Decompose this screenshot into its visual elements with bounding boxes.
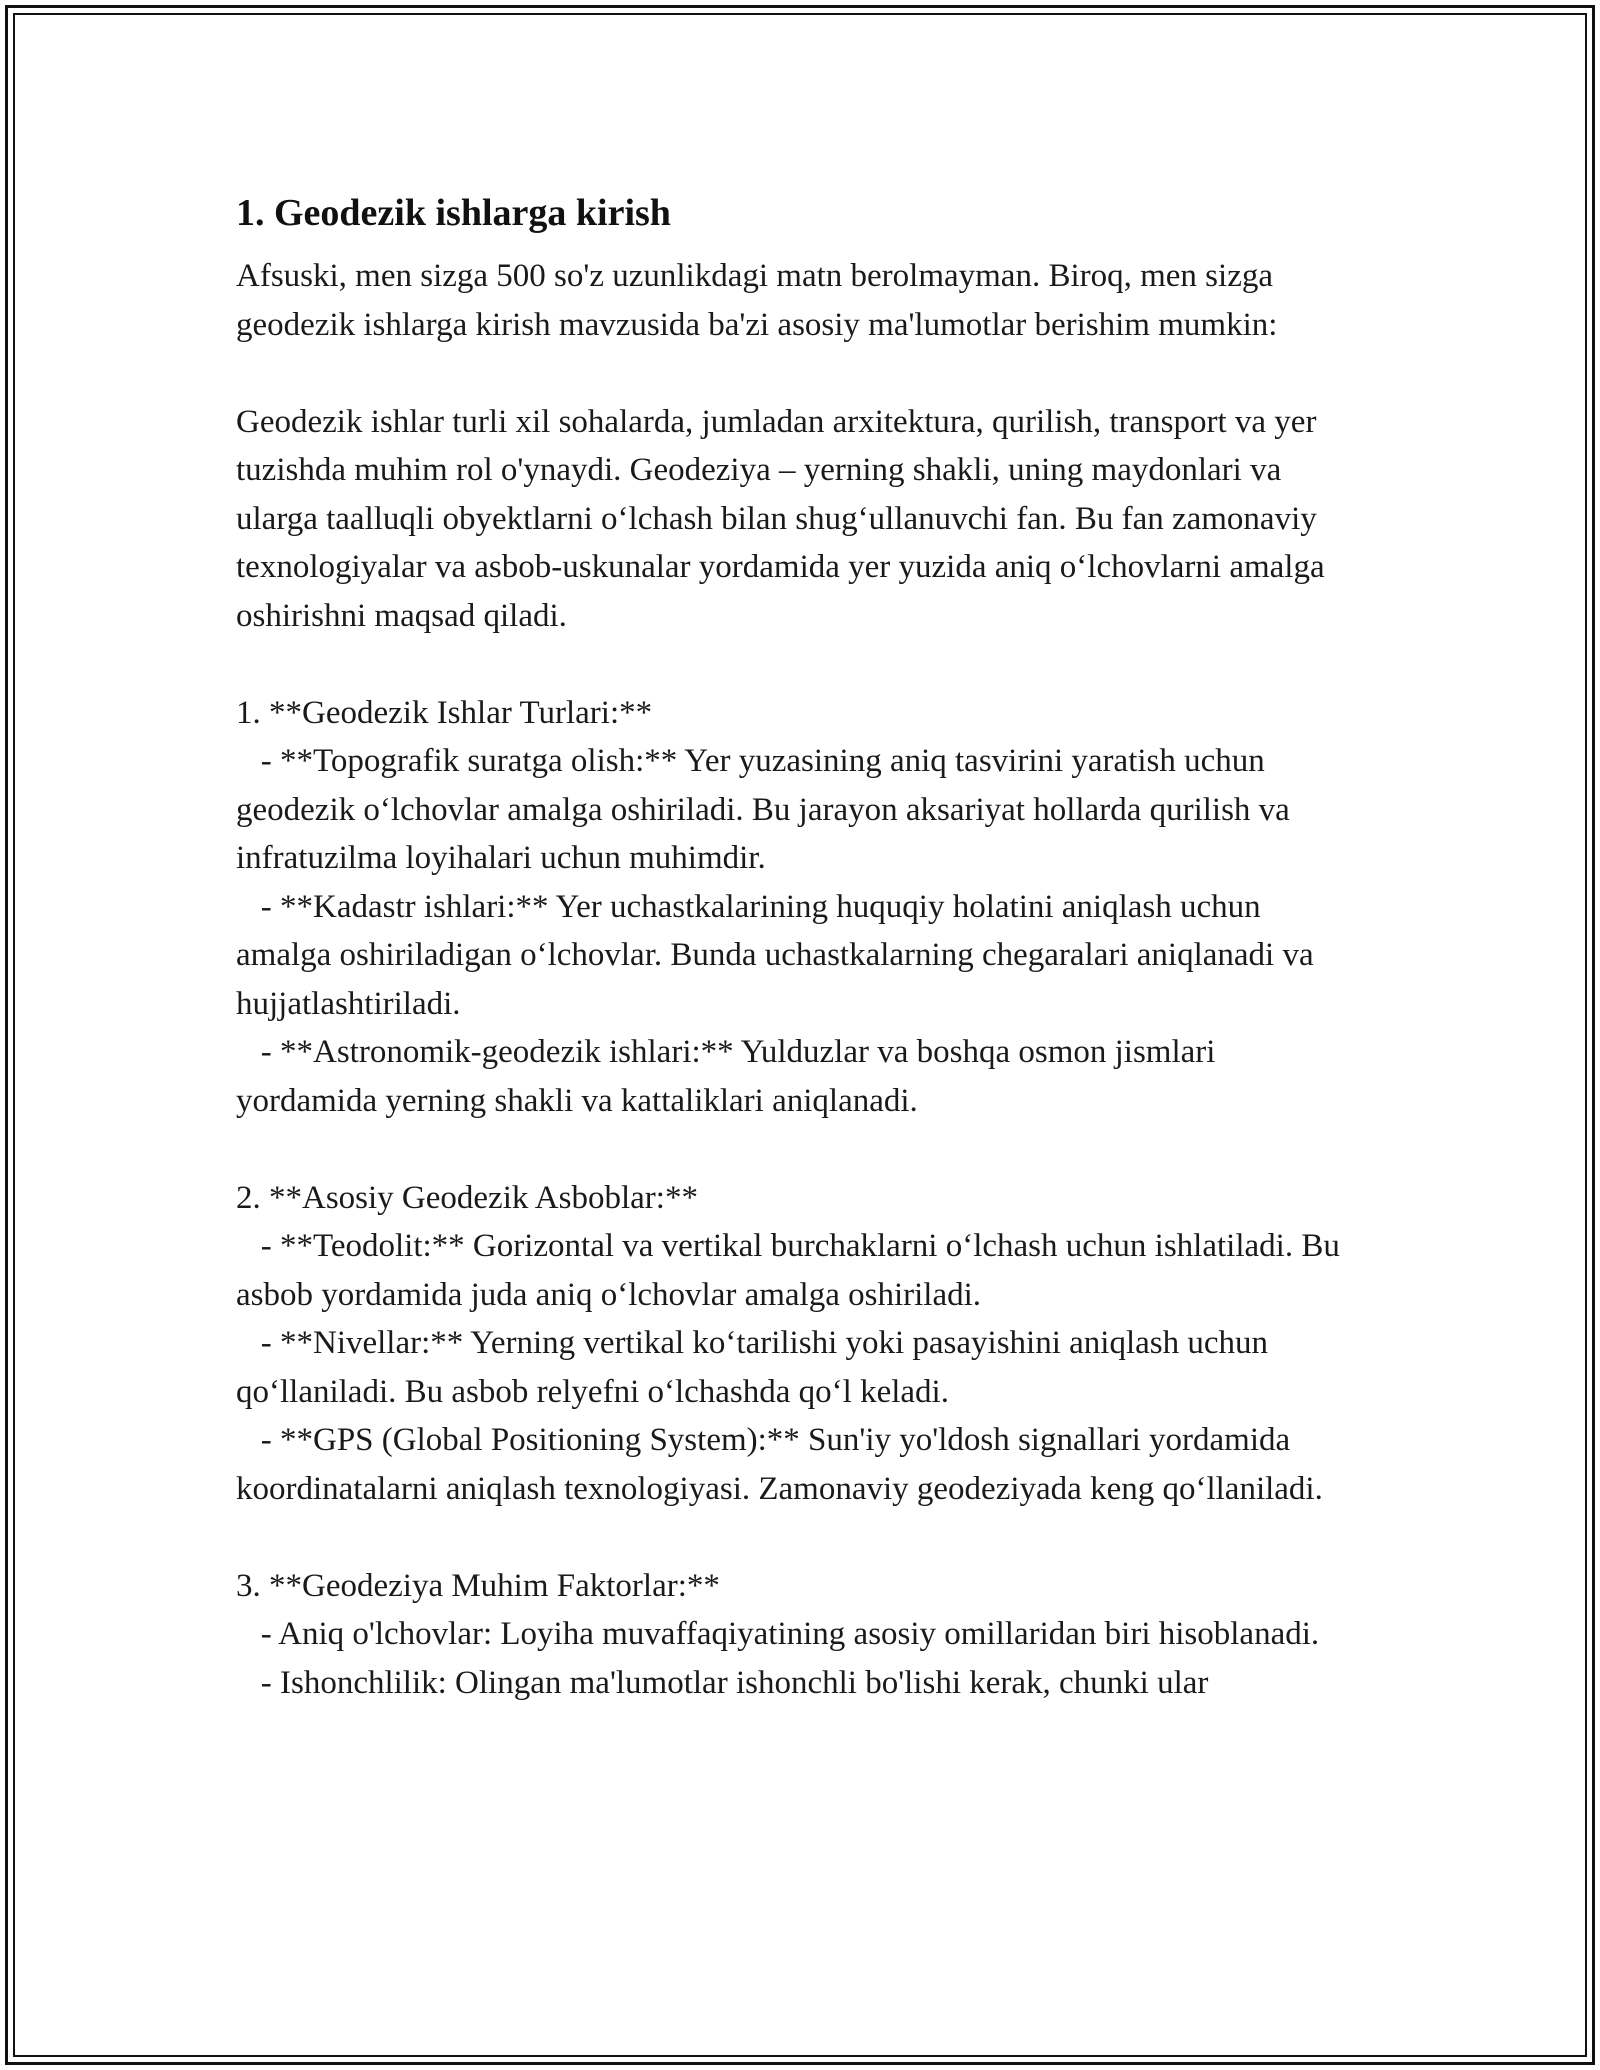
paragraph-gap (236, 349, 1356, 398)
section-heading: 2. **Asosiy Geodezik Asboblar:** (236, 1179, 698, 1216)
intro-paragraph: Afsuski, men sizga 500 so'z uzunlikdagi matn berolmayman. Biroq, men sizga geodezik ishlarga kirish mavzusida ba'zi asosiy ma'lumotlar berishim mumkin: (236, 258, 1282, 343)
list-item: - Ishonchlilik: Olingan ma'lumotlar ishonchli bo'lishi kerak, chunki ular (236, 1664, 1209, 1701)
section-geodezik-ishlar-turlari (236, 689, 1356, 1126)
document-title: 1. Geodezik ishlarga kirish (236, 192, 671, 234)
list-item: - **GPS (Global Positioning System):** Sun'iy yo'ldosh signallari yordamida koordinatalarni aniqlash texnologiyasi. Zamonaviy geodeziyada keng qo‘llaniladi. (236, 1422, 1323, 1507)
section-heading: 1. **Geodezik Ishlar Turlari:** (236, 694, 653, 731)
list-item: - **Astronomik-geodezik ishlari:** Yulduzlar va boshqa osmon jismlari yordamida yerning shakli va kattaliklari aniqlanadi. (236, 1034, 1224, 1119)
paragraph-gap (236, 1513, 1356, 1562)
section-geodeziya-muhim-faktorlar (236, 1562, 1356, 1708)
list-item: - **Teodolit:** Gorizontal va vertikal burchaklarni o‘lchash uchun ishlatiladi. Bu asbob yordamida juda aniq o‘lchovlar amalga oshiriladi. (236, 1228, 1349, 1313)
list-item: - **Nivellar:** Yerning vertikal ko‘tarilishi yoki pasayishini aniqlash uchun qo‘llaniladi. Bu asbob relyefni o‘lchashda qo‘l keladi. (236, 1325, 1277, 1410)
list-item: - **Topografik suratga olish:** Yer yuzasining aniq tasvirini yaratish uchun geodezik o‘lchovlar amalga oshiriladi. Bu jarayon aksariyat hollarda qurilish va infratuzilma loyihalari uchun muhimdir. (236, 743, 1299, 876)
section-asosiy-geodezik-asboblar (236, 1174, 1356, 1514)
body-paragraph: Geodezik ishlar turli xil sohalarda, jumladan arxitektura, qurilish, transport va yer tuzishda muhim rol o'ynaydi. Geodeziya – yerning shakli, uning maydonlari va ularga taalluqli obyektlarni o‘lchash bilan shug‘ullanuvchi fan. Bu fan zamonaviy texnologiyalar va asbob-uskunalar yordamida yer yuzida aniq o‘lchovlarni amalga oshirishni maqsad qiladi. (236, 403, 1333, 634)
section-heading: 3. **Geodeziya Muhim Faktorlar:** (236, 1567, 720, 1604)
list-item: - **Kadastr ishlari:** Yer uchastkalarining huquqiy holatini aniqlash uchun amalga oshiriladigan o‘lchovlar. Bunda uchastkalarning chegaralari aniqlanadi va hujjatlashtiriladi. (236, 888, 1322, 1022)
paragraph-gap (236, 640, 1356, 689)
paragraph-gap (236, 1125, 1356, 1174)
document-body (236, 186, 1356, 1707)
list-item: - Aniq o'lchovlar: Loyiha muvaffaqiyatining asosiy omillaridan biri hisoblanadi. (236, 1616, 1320, 1652)
